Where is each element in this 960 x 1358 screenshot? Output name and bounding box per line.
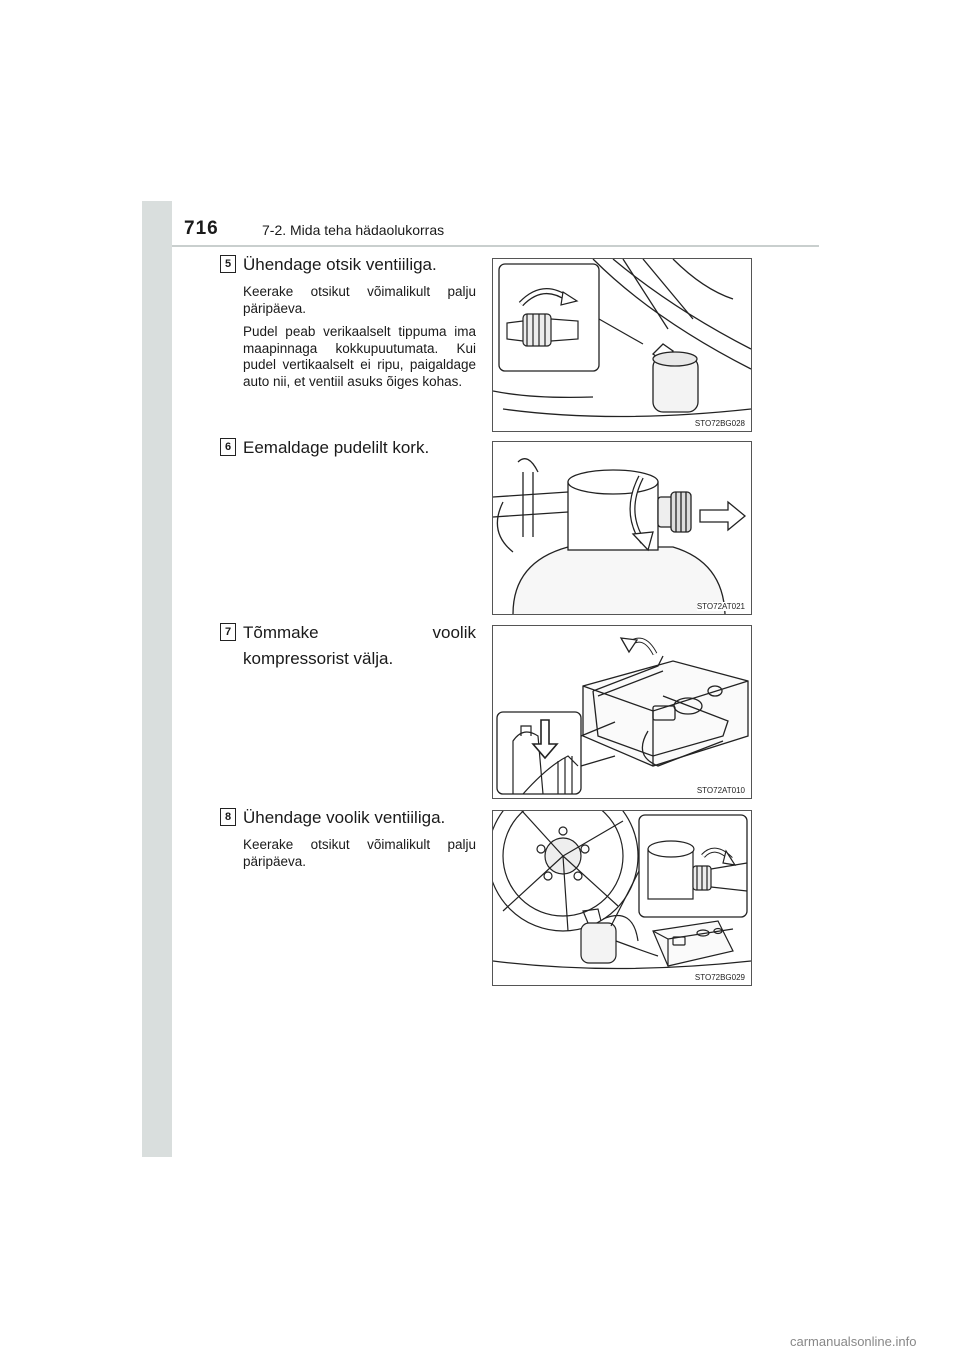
step-title: Tõmmake voolik kompressorist välja. [243, 623, 476, 668]
step-number-badge: 5 [220, 255, 236, 273]
step-8-text [243, 805, 476, 877]
step-number-badge: 8 [220, 808, 236, 826]
step-6-text [243, 435, 476, 467]
step-title: Ühendage otsik ventiiliga. [243, 255, 437, 274]
figure-code: STO72AT021 [696, 602, 745, 611]
header-divider [172, 245, 819, 247]
figure-code: STO72AT010 [696, 786, 745, 795]
step-number-badge: 6 [220, 438, 236, 456]
figure-remove-bottle-cap [492, 441, 752, 615]
figure-code: STO72BG029 [694, 973, 745, 982]
page-number: 716 [184, 218, 219, 239]
illustration-nozzle-valve [493, 259, 751, 431]
watermark: carmanualsonline.info [790, 1334, 917, 1349]
step-number-badge: 7 [220, 623, 236, 641]
figure-connect-hose-valve [492, 810, 752, 986]
step-paragraph: Pudel peab verikaalselt tippuma ima maapinnaga kokkupuutumata. Kui pudel vertikaalselt ei ripu, paigaldage auto nii, et ventiil asuks õiges kohas. [243, 324, 476, 389]
step-paragraph: Keerake otsikut võimalikult palju päripäeva. [243, 837, 476, 869]
step-title: Ühendage voolik ventiiliga. [243, 808, 446, 827]
illustration-compressor-hose [493, 626, 751, 798]
step-5-text [243, 252, 476, 397]
figure-connect-nozzle-valve [492, 258, 752, 432]
figure-code: STO72BG028 [694, 419, 745, 428]
section-title: 7-2. Mida teha hädaolukorras [262, 222, 445, 238]
figure-pull-hose-compressor [492, 625, 752, 799]
step-title: Eemaldage pudelilt kork. [243, 438, 430, 457]
chapter-sidebar-tab [142, 201, 172, 1157]
step-paragraph: Keerake otsikut võimalikult palju päripäeva. [243, 284, 476, 316]
illustration-bottle-cap [493, 442, 751, 614]
step-7-text [243, 620, 476, 678]
illustration-hose-valve [493, 811, 751, 985]
